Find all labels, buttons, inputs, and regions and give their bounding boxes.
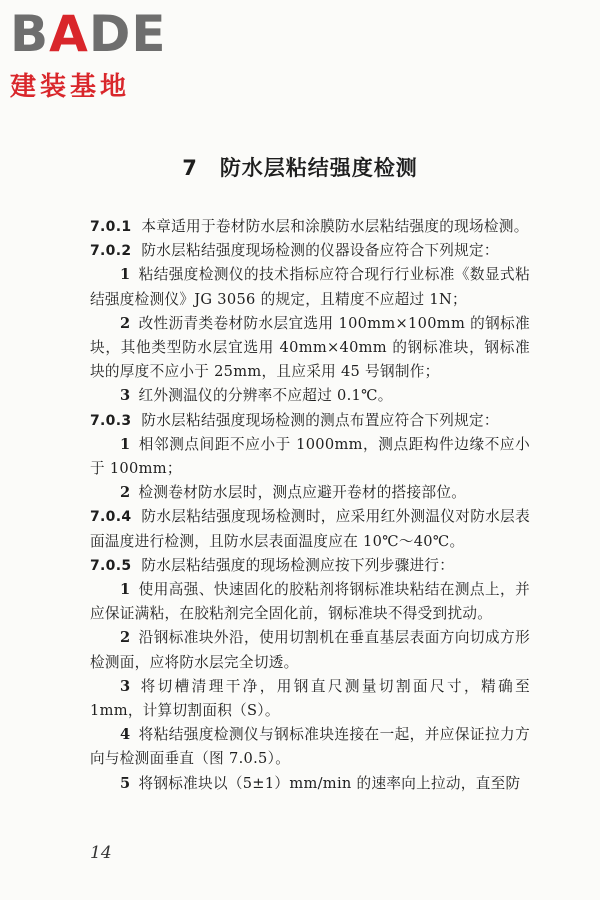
item-number: 2 [120, 484, 131, 502]
bade-logo [10, 5, 180, 102]
clause-number: 7.0.4 [90, 509, 132, 526]
paragraph-text: 将切槽清理干净，用钢直尺测量切割面尺寸，精确至 1mm，计算切割面积（S）。 [90, 677, 530, 720]
clause-paragraph [90, 215, 530, 239]
clause-number: 7.0.1 [90, 219, 132, 235]
logo-letter-b: B [10, 5, 50, 63]
paragraph-text: 本章适用于卷材防水层和涂膜防水层粘结强度的现场检测。 [141, 218, 529, 235]
chapter-title-text: 防水层粘结强度检测 [219, 156, 418, 180]
clause-paragraph [90, 554, 530, 578]
paragraph-text: 改性沥青类卷材防水层宜选用 100mm×100mm 的钢标准块，其他类型防水层宜选用 40mm×40mm 的钢标准块，钢标准块的厚度不应小于 25mm，且应采用 45 号钢制作； [90, 314, 530, 381]
list-item-paragraph [90, 626, 530, 674]
item-number: 5 [120, 774, 131, 792]
list-item-paragraph [90, 675, 530, 723]
clause-number: 7.0.3 [90, 412, 132, 429]
logo-letter-a: A [49, 5, 89, 63]
item-number: 4 [120, 726, 131, 744]
list-item-paragraph [90, 481, 530, 505]
list-item-paragraph [90, 772, 530, 796]
clause-paragraph [90, 239, 530, 263]
clause-number: 7.0.5 [90, 557, 132, 574]
paragraph-text: 将钢标准块以（5±1）mm/min 的速率向上拉动，直至防 [138, 774, 521, 792]
paragraph-text: 使用高强、快速固化的胶粘剂将钢标准块粘结在测点上，并应保证满粘，在胶粘剂完全固化前，钢标准块不得受到扰动。 [90, 581, 530, 623]
item-number: 1 [120, 435, 131, 453]
document-body [90, 215, 530, 796]
clause-paragraph [90, 505, 530, 553]
item-number: 2 [120, 629, 131, 647]
paragraph-text: 检测卷材防水层时，测点应避开卷材的搭接部位。 [138, 484, 467, 502]
item-number: 2 [120, 314, 131, 332]
paragraph-text: 红外测温仪的分辨率不应超过 0.1℃。 [138, 387, 393, 405]
list-item-paragraph [90, 384, 530, 408]
paragraph-text: 防水层粘结强度的现场检测应按下列步骤进行： [141, 556, 455, 574]
item-number: 3 [120, 677, 131, 695]
list-item-paragraph [90, 723, 530, 771]
clause-number: 7.0.2 [90, 243, 132, 260]
paragraph-text: 相邻测点间距不应小于 1000mm，测点距构件边缘不应小于 100mm； [90, 435, 530, 478]
list-item-paragraph [90, 578, 530, 626]
page-number: 14 [90, 843, 112, 863]
paragraph-text: 防水层粘结强度现场检测的仪器设备应符合下列规定： [141, 242, 499, 260]
chapter-number: 7 [182, 156, 198, 180]
paragraph-text: 将粘结强度检测仪与钢标准块连接在一起，并应保证拉力方向与检测面垂直（图 7.0.5）。 [90, 726, 530, 768]
item-number: 1 [120, 266, 131, 284]
list-item-paragraph [90, 433, 530, 481]
paragraph-text: 粘结强度检测仪的技术指标应符合现行行业标准《数显式粘结强度检测仪》JG 3056 的规定，且精度不应超过 1N； [90, 266, 530, 308]
logo-wordmark [10, 5, 167, 63]
list-item-paragraph [90, 312, 530, 385]
logo-subtitle: 建装基地 [10, 72, 131, 102]
chapter-title [0, 152, 600, 182]
clause-paragraph [90, 409, 530, 433]
item-number: 1 [120, 581, 131, 599]
item-number: 3 [120, 387, 131, 405]
list-item-paragraph [90, 263, 530, 311]
paragraph-text: 防水层粘结强度现场检测时，应采用红外测温仪对防水层表面温度进行检测，且防水层表面温度应在 10℃～40℃。 [90, 508, 530, 550]
paragraph-text: 沿钢标准块外沿，使用切割机在垂直基层表面方向切成方形检测面，应将防水层完全切透。 [90, 629, 530, 671]
paragraph-text: 防水层粘结强度现场检测的测点布置应符合下列规定： [141, 411, 499, 429]
logo-letters-de: DE [88, 5, 167, 63]
